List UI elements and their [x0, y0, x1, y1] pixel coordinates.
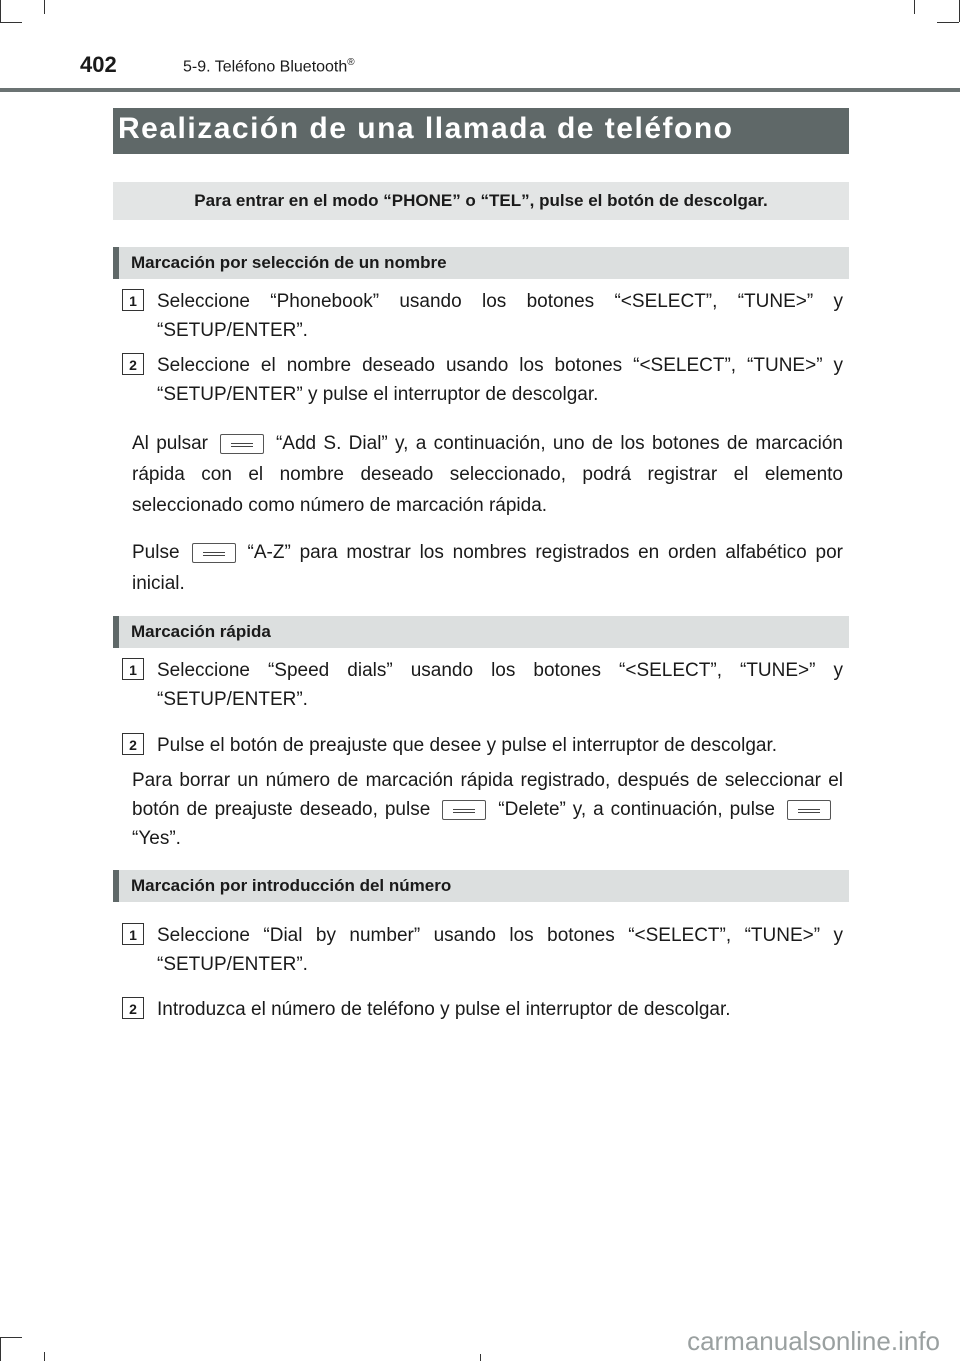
- step-text: Pulse el botón de preajuste que desee y pulse el interruptor de descolgar.: [157, 735, 778, 756]
- intro-box: Para entrar en el modo “PHONE” o “TEL”, pulse el botón de descolgar.: [113, 182, 849, 220]
- crop-mark: [914, 0, 915, 14]
- note-text: “A-Z” para mostrar los nombres registrados en orden alfabético por inicial.: [132, 542, 843, 594]
- note-paragraph: [132, 428, 843, 521]
- watermark: carmanualsonline.info: [687, 1326, 940, 1356]
- crop-mark: [44, 1352, 45, 1361]
- crop-mark: [480, 1354, 481, 1361]
- crop-mark: [0, 1337, 22, 1338]
- page-number: 402: [80, 52, 117, 77]
- subheading-speed-dial: Marcación rápida: [113, 616, 849, 648]
- step-number: 1: [122, 923, 144, 945]
- step-number: 2: [122, 733, 144, 755]
- step-text: Introduzca el número de teléfono y pulse el interruptor de descolgar.: [157, 999, 731, 1020]
- note-text: Para borrar un número de marcación rápida registrado, después de seleccionar el botón de preajuste deseado, pulse: [132, 770, 843, 820]
- step-text: Seleccione “Phonebook” usando los botones “<SELECT”, “TUNE>” y “SETUP/ENTER”.: [157, 291, 843, 341]
- page-title: Realización de una llamada de teléfono: [118, 112, 734, 145]
- step-number: 2: [122, 353, 144, 375]
- crop-mark: [937, 22, 959, 23]
- crop-mark: [0, 22, 22, 23]
- crop-mark: [44, 0, 45, 14]
- note-text: “Add S. Dial” y, a continuación, uno de los botones de marcación rápida con el nombre deseado seleccionado, podrá registrar el elemento seleccionado como número de marcación rápida.: [132, 433, 843, 516]
- note-text: Al pulsar: [132, 433, 208, 454]
- note-text: Pulse: [132, 542, 180, 563]
- section-title-text: 5-9. Teléfono Bluetooth: [183, 58, 348, 76]
- crop-mark: [0, 1337, 1, 1361]
- screen-button-icon: [192, 543, 236, 563]
- screen-button-icon: [442, 800, 486, 820]
- step-text: Seleccione “Dial by number” usando los botones “<SELECT”, “TUNE>” y “SETUP/ENTER”.: [157, 925, 843, 975]
- step-number: 1: [122, 289, 144, 311]
- step-number: 2: [122, 997, 144, 1019]
- step-text: Seleccione el nombre deseado usando los botones “<SELECT”, “TUNE>” y “SETUP/ENTER” y pulse el interruptor de descolgar.: [157, 355, 843, 405]
- screen-button-icon: [787, 800, 831, 820]
- registered-mark: ®: [347, 57, 355, 68]
- section-title: [183, 57, 355, 76]
- subheading-number-dial: Marcación por introducción del número: [113, 870, 849, 902]
- screen-button-icon: [220, 434, 264, 454]
- note-text: “Delete” y, a continuación, pulse: [498, 799, 775, 820]
- crop-mark: [0, 0, 1, 22]
- note-text: “Yes”.: [132, 828, 181, 849]
- note-paragraph: [132, 537, 843, 599]
- header-rule: [0, 88, 960, 92]
- step-number: 1: [122, 658, 144, 680]
- step-text: Seleccione “Speed dials” usando los botones “<SELECT”, “TUNE>” y “SETUP/ENTER”.: [157, 660, 843, 710]
- note-paragraph: [132, 766, 843, 853]
- subheading-name-dial: Marcación por selección de un nombre: [113, 247, 849, 279]
